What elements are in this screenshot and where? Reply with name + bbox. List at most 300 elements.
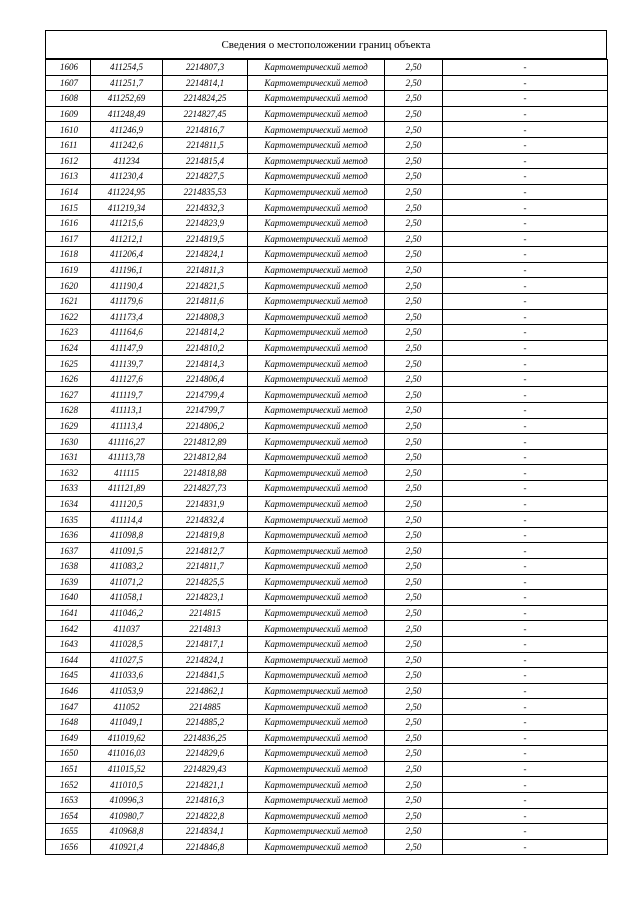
point-number-cell: 1615 — [46, 200, 91, 216]
x-coordinate-cell: 411252,69 — [91, 91, 163, 107]
method-cell: Картометрический метод — [248, 839, 385, 855]
description-cell: - — [443, 761, 608, 777]
accuracy-cell: 2,50 — [385, 60, 443, 76]
y-coordinate-cell: 2214862,1 — [163, 683, 248, 699]
y-coordinate-cell: 2214807,3 — [163, 60, 248, 76]
x-coordinate-cell: 411016,03 — [91, 746, 163, 762]
y-coordinate-cell: 2214829,43 — [163, 761, 248, 777]
point-number-cell: 1612 — [46, 153, 91, 169]
description-cell: - — [443, 808, 608, 824]
point-number-cell: 1628 — [46, 403, 91, 419]
method-cell: Картометрический метод — [248, 403, 385, 419]
point-number-cell: 1636 — [46, 527, 91, 543]
table-row — [46, 605, 608, 621]
table-row — [46, 169, 608, 185]
description-cell: - — [443, 418, 608, 434]
point-number-cell: 1645 — [46, 668, 91, 684]
y-coordinate-cell: 2214814,1 — [163, 75, 248, 91]
y-coordinate-cell: 2214824,25 — [163, 91, 248, 107]
table-row — [46, 652, 608, 668]
point-number-cell: 1634 — [46, 496, 91, 512]
table-row — [46, 387, 608, 403]
method-cell: Картометрический метод — [248, 652, 385, 668]
accuracy-cell: 2,50 — [385, 247, 443, 263]
y-coordinate-cell: 2214819,8 — [163, 527, 248, 543]
table-row — [46, 465, 608, 481]
method-cell: Картометрический метод — [248, 247, 385, 263]
description-cell: - — [443, 714, 608, 730]
accuracy-cell: 2,50 — [385, 605, 443, 621]
description-cell: - — [443, 184, 608, 200]
x-coordinate-cell: 411115 — [91, 465, 163, 481]
accuracy-cell: 2,50 — [385, 559, 443, 575]
description-cell: - — [443, 496, 608, 512]
y-coordinate-cell: 2214827,45 — [163, 106, 248, 122]
method-cell: Картометрический метод — [248, 200, 385, 216]
point-number-cell: 1640 — [46, 590, 91, 606]
point-number-cell: 1626 — [46, 371, 91, 387]
accuracy-cell: 2,50 — [385, 527, 443, 543]
method-cell: Картометрический метод — [248, 543, 385, 559]
description-cell: - — [443, 153, 608, 169]
y-coordinate-cell: 2214815,4 — [163, 153, 248, 169]
accuracy-cell: 2,50 — [385, 730, 443, 746]
point-number-cell: 1641 — [46, 605, 91, 621]
x-coordinate-cell: 411015,52 — [91, 761, 163, 777]
table-body — [46, 60, 608, 855]
x-coordinate-cell: 411251,7 — [91, 75, 163, 91]
accuracy-cell: 2,50 — [385, 91, 443, 107]
accuracy-cell: 2,50 — [385, 122, 443, 138]
accuracy-cell: 2,50 — [385, 215, 443, 231]
y-coordinate-cell: 2214806,4 — [163, 371, 248, 387]
point-number-cell: 1610 — [46, 122, 91, 138]
y-coordinate-cell: 2214806,2 — [163, 418, 248, 434]
x-coordinate-cell: 411028,5 — [91, 636, 163, 652]
accuracy-cell: 2,50 — [385, 714, 443, 730]
y-coordinate-cell: 2214812,89 — [163, 434, 248, 450]
method-cell: Картометрический метод — [248, 418, 385, 434]
point-number-cell: 1643 — [46, 636, 91, 652]
x-coordinate-cell: 411052 — [91, 699, 163, 715]
table-row — [46, 106, 608, 122]
y-coordinate-cell: 2214818,88 — [163, 465, 248, 481]
description-cell: - — [443, 169, 608, 185]
table-row — [46, 590, 608, 606]
description-cell: - — [443, 590, 608, 606]
description-cell: - — [443, 746, 608, 762]
table-row — [46, 824, 608, 840]
point-number-cell: 1630 — [46, 434, 91, 450]
description-cell: - — [443, 60, 608, 76]
y-coordinate-cell: 2214810,2 — [163, 340, 248, 356]
y-coordinate-cell: 2214885 — [163, 699, 248, 715]
method-cell: Картометрический метод — [248, 824, 385, 840]
accuracy-cell: 2,50 — [385, 278, 443, 294]
x-coordinate-cell: 411091,5 — [91, 543, 163, 559]
method-cell: Картометрический метод — [248, 387, 385, 403]
table-row — [46, 746, 608, 762]
table-row — [46, 792, 608, 808]
accuracy-cell: 2,50 — [385, 418, 443, 434]
x-coordinate-cell: 411033,6 — [91, 668, 163, 684]
table-row — [46, 761, 608, 777]
x-coordinate-cell: 411120,5 — [91, 496, 163, 512]
accuracy-cell: 2,50 — [385, 387, 443, 403]
x-coordinate-cell: 411010,5 — [91, 777, 163, 793]
method-cell: Картометрический метод — [248, 293, 385, 309]
description-cell: - — [443, 122, 608, 138]
y-coordinate-cell: 2214816,3 — [163, 792, 248, 808]
accuracy-cell: 2,50 — [385, 574, 443, 590]
point-number-cell: 1631 — [46, 449, 91, 465]
description-cell: - — [443, 824, 608, 840]
table-row — [46, 449, 608, 465]
y-coordinate-cell: 2214823,9 — [163, 215, 248, 231]
point-number-cell: 1614 — [46, 184, 91, 200]
table-row — [46, 153, 608, 169]
description-cell: - — [443, 231, 608, 247]
method-cell: Картометрический метод — [248, 527, 385, 543]
accuracy-cell: 2,50 — [385, 792, 443, 808]
accuracy-cell: 2,50 — [385, 75, 443, 91]
method-cell: Картометрический метод — [248, 465, 385, 481]
y-coordinate-cell: 2214808,3 — [163, 309, 248, 325]
table-row — [46, 75, 608, 91]
description-cell: - — [443, 137, 608, 153]
method-cell: Картометрический метод — [248, 559, 385, 575]
method-cell: Картометрический метод — [248, 605, 385, 621]
description-cell: - — [443, 356, 608, 372]
table-row — [46, 683, 608, 699]
method-cell: Картометрический метод — [248, 137, 385, 153]
accuracy-cell: 2,50 — [385, 512, 443, 528]
x-coordinate-cell: 411049,1 — [91, 714, 163, 730]
y-coordinate-cell: 2214825,5 — [163, 574, 248, 590]
accuracy-cell: 2,50 — [385, 652, 443, 668]
x-coordinate-cell: 411179,6 — [91, 293, 163, 309]
x-coordinate-cell: 411248,49 — [91, 106, 163, 122]
accuracy-cell: 2,50 — [385, 231, 443, 247]
description-cell: - — [443, 605, 608, 621]
method-cell: Картометрический метод — [248, 683, 385, 699]
point-number-cell: 1618 — [46, 247, 91, 263]
y-coordinate-cell: 2214824,1 — [163, 247, 248, 263]
y-coordinate-cell: 2214811,3 — [163, 262, 248, 278]
y-coordinate-cell: 2214835,53 — [163, 184, 248, 200]
point-number-cell: 1607 — [46, 75, 91, 91]
method-cell: Картометрический метод — [248, 371, 385, 387]
method-cell: Картометрический метод — [248, 215, 385, 231]
x-coordinate-cell: 411212,1 — [91, 231, 163, 247]
x-coordinate-cell: 411098,8 — [91, 527, 163, 543]
description-cell: - — [443, 371, 608, 387]
point-number-cell: 1616 — [46, 215, 91, 231]
table-row — [46, 184, 608, 200]
y-coordinate-cell: 2214799,7 — [163, 403, 248, 419]
point-number-cell: 1620 — [46, 278, 91, 294]
accuracy-cell: 2,50 — [385, 808, 443, 824]
point-number-cell: 1644 — [46, 652, 91, 668]
accuracy-cell: 2,50 — [385, 153, 443, 169]
table-row — [46, 215, 608, 231]
point-number-cell: 1609 — [46, 106, 91, 122]
x-coordinate-cell: 411224,95 — [91, 184, 163, 200]
description-cell: - — [443, 636, 608, 652]
accuracy-cell: 2,50 — [385, 746, 443, 762]
table-row — [46, 247, 608, 263]
table-row — [46, 668, 608, 684]
description-cell: - — [443, 792, 608, 808]
y-coordinate-cell: 2214823,1 — [163, 590, 248, 606]
method-cell: Картометрический метод — [248, 574, 385, 590]
description-cell: - — [443, 340, 608, 356]
method-cell: Картометрический метод — [248, 169, 385, 185]
point-number-cell: 1611 — [46, 137, 91, 153]
table-row — [46, 559, 608, 575]
method-cell: Картометрический метод — [248, 761, 385, 777]
y-coordinate-cell: 2214816,7 — [163, 122, 248, 138]
method-cell: Картометрический метод — [248, 340, 385, 356]
accuracy-cell: 2,50 — [385, 777, 443, 793]
x-coordinate-cell: 411215,6 — [91, 215, 163, 231]
x-coordinate-cell: 411071,2 — [91, 574, 163, 590]
description-cell: - — [443, 559, 608, 575]
x-coordinate-cell: 410921,4 — [91, 839, 163, 855]
x-coordinate-cell: 411164,6 — [91, 325, 163, 341]
description-cell: - — [443, 403, 608, 419]
method-cell: Картометрический метод — [248, 668, 385, 684]
method-cell: Картометрический метод — [248, 262, 385, 278]
accuracy-cell: 2,50 — [385, 325, 443, 341]
y-coordinate-cell: 2214821,1 — [163, 777, 248, 793]
y-coordinate-cell: 2214813 — [163, 621, 248, 637]
x-coordinate-cell: 411230,4 — [91, 169, 163, 185]
method-cell: Картометрический метод — [248, 106, 385, 122]
description-cell: - — [443, 434, 608, 450]
y-coordinate-cell: 2214831,9 — [163, 496, 248, 512]
description-cell: - — [443, 278, 608, 294]
description-cell: - — [443, 839, 608, 855]
boundary-points-table — [45, 59, 608, 855]
x-coordinate-cell: 411053,9 — [91, 683, 163, 699]
point-number-cell: 1619 — [46, 262, 91, 278]
point-number-cell: 1656 — [46, 839, 91, 855]
accuracy-cell: 2,50 — [385, 262, 443, 278]
x-coordinate-cell: 411019,62 — [91, 730, 163, 746]
description-cell: - — [443, 106, 608, 122]
point-number-cell: 1632 — [46, 465, 91, 481]
description-cell: - — [443, 543, 608, 559]
point-number-cell: 1649 — [46, 730, 91, 746]
description-cell: - — [443, 512, 608, 528]
y-coordinate-cell: 2214885,2 — [163, 714, 248, 730]
table-row — [46, 293, 608, 309]
x-coordinate-cell: 411173,4 — [91, 309, 163, 325]
method-cell: Картометрический метод — [248, 449, 385, 465]
point-number-cell: 1655 — [46, 824, 91, 840]
description-cell: - — [443, 247, 608, 263]
x-coordinate-cell: 411242,6 — [91, 137, 163, 153]
point-number-cell: 1629 — [46, 418, 91, 434]
accuracy-cell: 2,50 — [385, 356, 443, 372]
table-row — [46, 527, 608, 543]
table-row — [46, 325, 608, 341]
table-row — [46, 777, 608, 793]
y-coordinate-cell: 2214817,1 — [163, 636, 248, 652]
method-cell: Картометрический метод — [248, 75, 385, 91]
table-row — [46, 543, 608, 559]
accuracy-cell: 2,50 — [385, 340, 443, 356]
description-cell: - — [443, 730, 608, 746]
y-coordinate-cell: 2214821,5 — [163, 278, 248, 294]
accuracy-cell: 2,50 — [385, 824, 443, 840]
description-cell: - — [443, 465, 608, 481]
method-cell: Картометрический метод — [248, 699, 385, 715]
table-row — [46, 434, 608, 450]
point-number-cell: 1635 — [46, 512, 91, 528]
description-cell: - — [443, 777, 608, 793]
table-row — [46, 403, 608, 419]
x-coordinate-cell: 411037 — [91, 621, 163, 637]
y-coordinate-cell: 2214836,25 — [163, 730, 248, 746]
method-cell: Картометрический метод — [248, 60, 385, 76]
description-cell: - — [443, 91, 608, 107]
x-coordinate-cell: 411196,1 — [91, 262, 163, 278]
table-row — [46, 574, 608, 590]
point-number-cell: 1624 — [46, 340, 91, 356]
table-row — [46, 200, 608, 216]
method-cell: Картометрический метод — [248, 309, 385, 325]
point-number-cell: 1606 — [46, 60, 91, 76]
accuracy-cell: 2,50 — [385, 200, 443, 216]
method-cell: Картометрический метод — [248, 777, 385, 793]
table-row — [46, 839, 608, 855]
accuracy-cell: 2,50 — [385, 184, 443, 200]
point-number-cell: 1637 — [46, 543, 91, 559]
accuracy-cell: 2,50 — [385, 636, 443, 652]
method-cell: Картометрический метод — [248, 496, 385, 512]
description-cell: - — [443, 293, 608, 309]
method-cell: Картометрический метод — [248, 621, 385, 637]
x-coordinate-cell: 410968,8 — [91, 824, 163, 840]
y-coordinate-cell: 2214834,1 — [163, 824, 248, 840]
y-coordinate-cell: 2214819,5 — [163, 231, 248, 247]
x-coordinate-cell: 411190,4 — [91, 278, 163, 294]
method-cell: Картометрический метод — [248, 512, 385, 528]
point-number-cell: 1638 — [46, 559, 91, 575]
table-row — [46, 60, 608, 76]
point-number-cell: 1627 — [46, 387, 91, 403]
description-cell: - — [443, 262, 608, 278]
x-coordinate-cell: 411139,7 — [91, 356, 163, 372]
method-cell: Картометрический метод — [248, 792, 385, 808]
table-row — [46, 122, 608, 138]
point-number-cell: 1647 — [46, 699, 91, 715]
accuracy-cell: 2,50 — [385, 668, 443, 684]
x-coordinate-cell: 411246,9 — [91, 122, 163, 138]
method-cell: Картометрический метод — [248, 636, 385, 652]
x-coordinate-cell: 411113,1 — [91, 403, 163, 419]
x-coordinate-cell: 411147,9 — [91, 340, 163, 356]
document-sheet — [45, 30, 607, 855]
point-number-cell: 1651 — [46, 761, 91, 777]
y-coordinate-cell: 2214812,84 — [163, 449, 248, 465]
method-cell: Картометрический метод — [248, 153, 385, 169]
accuracy-cell: 2,50 — [385, 137, 443, 153]
table-row — [46, 340, 608, 356]
description-cell: - — [443, 215, 608, 231]
method-cell: Картометрический метод — [248, 184, 385, 200]
y-coordinate-cell: 2214841,5 — [163, 668, 248, 684]
description-cell: - — [443, 621, 608, 637]
table-row — [46, 356, 608, 372]
table-row — [46, 309, 608, 325]
method-cell: Картометрический метод — [248, 590, 385, 606]
method-cell: Картометрический метод — [248, 714, 385, 730]
method-cell: Картометрический метод — [248, 231, 385, 247]
x-coordinate-cell: 411254,5 — [91, 60, 163, 76]
accuracy-cell: 2,50 — [385, 683, 443, 699]
table-row — [46, 714, 608, 730]
accuracy-cell: 2,50 — [385, 481, 443, 497]
table-row — [46, 512, 608, 528]
x-coordinate-cell: 411116,27 — [91, 434, 163, 450]
table-row — [46, 699, 608, 715]
table-title: Сведения о местоположении границ объекта — [45, 30, 607, 59]
x-coordinate-cell: 411119,7 — [91, 387, 163, 403]
table-row — [46, 636, 608, 652]
point-number-cell: 1613 — [46, 169, 91, 185]
method-cell: Картометрический метод — [248, 746, 385, 762]
description-cell: - — [443, 449, 608, 465]
x-coordinate-cell: 411046,2 — [91, 605, 163, 621]
method-cell: Картометрический метод — [248, 434, 385, 450]
point-number-cell: 1650 — [46, 746, 91, 762]
y-coordinate-cell: 2214814,2 — [163, 325, 248, 341]
accuracy-cell: 2,50 — [385, 169, 443, 185]
accuracy-cell: 2,50 — [385, 699, 443, 715]
description-cell: - — [443, 325, 608, 341]
accuracy-cell: 2,50 — [385, 465, 443, 481]
accuracy-cell: 2,50 — [385, 449, 443, 465]
method-cell: Картометрический метод — [248, 730, 385, 746]
description-cell: - — [443, 481, 608, 497]
method-cell: Картометрический метод — [248, 325, 385, 341]
x-coordinate-cell: 411058,1 — [91, 590, 163, 606]
y-coordinate-cell: 2214814,3 — [163, 356, 248, 372]
y-coordinate-cell: 2214824,1 — [163, 652, 248, 668]
point-number-cell: 1621 — [46, 293, 91, 309]
accuracy-cell: 2,50 — [385, 761, 443, 777]
y-coordinate-cell: 2214811,7 — [163, 559, 248, 575]
table-row — [46, 730, 608, 746]
table-row — [46, 418, 608, 434]
x-coordinate-cell: 411113,78 — [91, 449, 163, 465]
accuracy-cell: 2,50 — [385, 839, 443, 855]
y-coordinate-cell: 2214832,4 — [163, 512, 248, 528]
table-row — [46, 496, 608, 512]
y-coordinate-cell: 2214827,73 — [163, 481, 248, 497]
description-cell: - — [443, 527, 608, 543]
description-cell: - — [443, 683, 608, 699]
x-coordinate-cell: 411113,4 — [91, 418, 163, 434]
accuracy-cell: 2,50 — [385, 590, 443, 606]
table-row — [46, 231, 608, 247]
table-row — [46, 481, 608, 497]
description-cell: - — [443, 309, 608, 325]
x-coordinate-cell: 411083,2 — [91, 559, 163, 575]
